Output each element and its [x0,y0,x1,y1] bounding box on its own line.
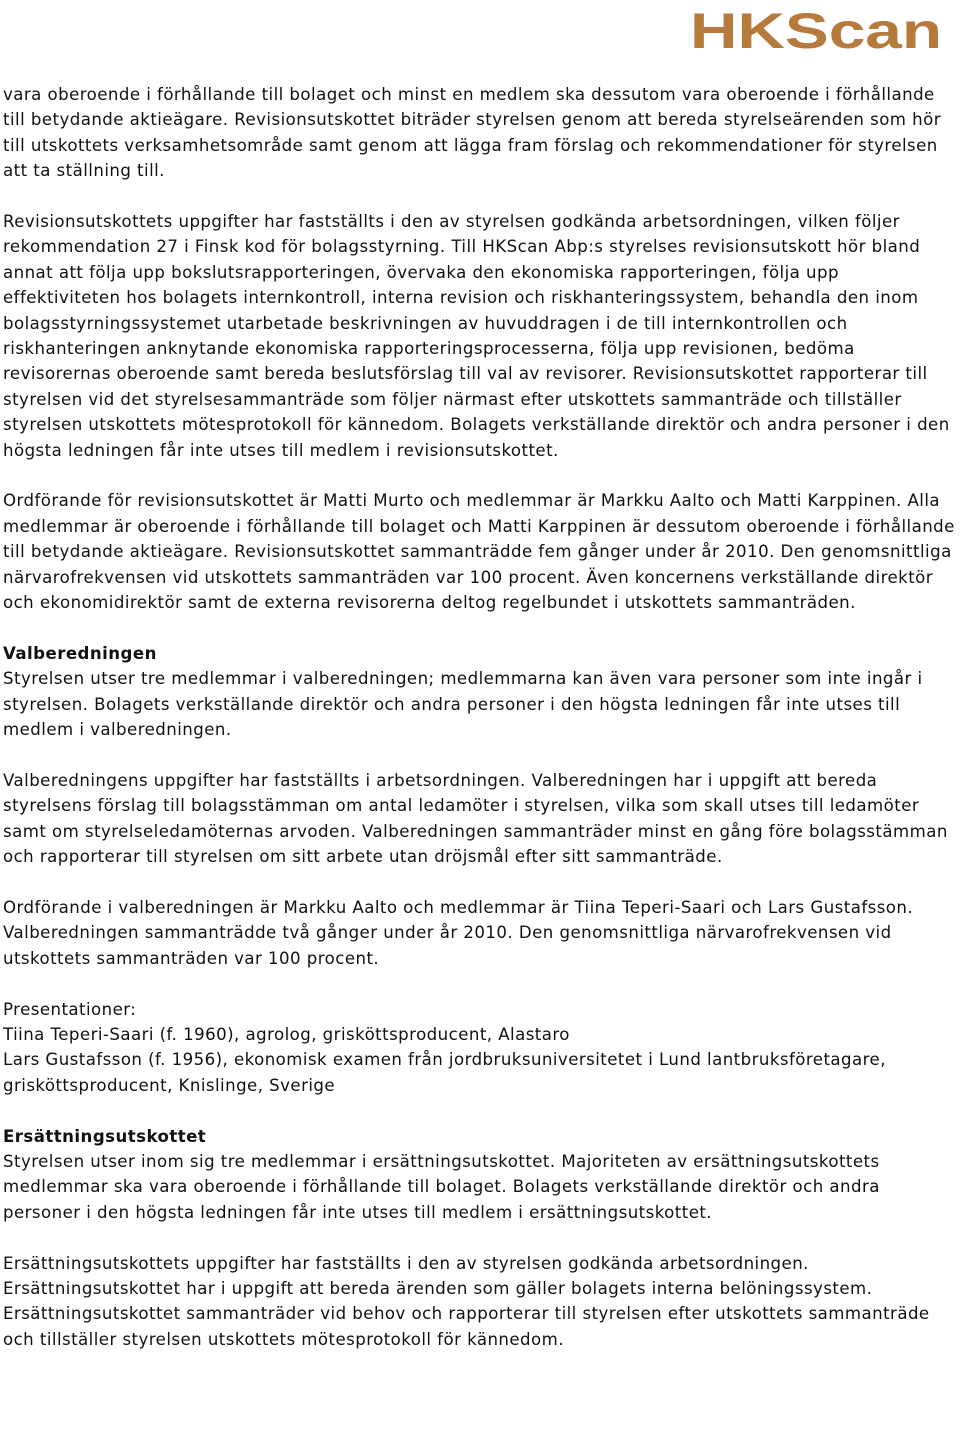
hkscan-logo [684,4,948,58]
presentation-gustafsson: Lars Gustafsson (f. 1956), ekonomisk examen från jordbruksuniversitetet i Lund lantbruksföretagare, grisköttsproducent, Knislinge, Sverige [3,1050,886,1095]
presentationer-label: Presentationer: [3,999,137,1019]
presentation-teperi-saari: Tiina Teperi-Saari (f. 1960), agrolog, grisköttsproducent, Alastaro [3,1024,570,1044]
section-ersattningsutskottet [3,1124,957,1226]
ersattningsutskottet-uppgifter-line: Ersättningsutskottets uppgifter har fastställts i den av styrelsen godkända arbetsordningen. [3,1253,809,1273]
hkscan-logo-text: HKScan [690,4,942,58]
paragraph-valberedningen-intro: Styrelsen utser tre medlemmar i valberedningen; medlemmarna kan även vara personer som inte ingår i styrelsen. Bolagets verkställande direktör och andra personer i den högsta ledningen får inte utses till medlem i valberedningen. [3,669,923,740]
paragraph-revisionsutskott-uppgifter: Revisionsutskottets uppgifter har fastställts i den av styrelsen godkända arbetsordningen, vilken följer rekommendation 27 i Finsk kod för bolagsstyrning. Till HKScan Abp:s styrelses revisionsutskott hör bland annat att följa upp bokslutsrapporteringen, övervaka den ekonomiska rapporteringen, följa upp effektiviteten hos bolagets internkontroll, interna revision och riskhanteringssystem, behandla den inom bolagsstyrningssystemet utarbetade beskrivningen av huvuddragen i de till internkontrollen och riskhanteringen anknytande ekonomiska rapporteringsprocesserna, följa upp revisionen, bedöma revisorernas oberoende samt bereda beslutsförslag till val av revisorer. Revisionsutskottet rapporterar till styrelsen vid det styrelsesammanträde som följer närmast efter utskottets sammanträde och tillställer styrelsen utskottets mötesprotokoll för kännedom. Bolagets verkställande direktör och andra personer i den högsta ledningen får inte utses till medlem i revisionsutskottet. [3,212,950,460]
paragraph-ersattningsutskottet-intro: Styrelsen utser inom sig tre medlemmar i ersättningsutskottet. Majoriteten av ersättningsutskottets medlemmar ska vara oberoende i förhållande till bolaget. Bolagets verkställande direktör och andra personer i den högsta ledningen får inte utses till medlem i ersättningsutskottet. [3,1151,880,1222]
paragraph-valberedningen-uppgifter: Valberedningens uppgifter har fastställts i arbetsordningen. Valberedningen har i uppgift att bereda styrelsens förslag till bolagsstämman om antal ledamöter i styrelsen, vilka som skall utses till ledamöter samt om styrelseledamöternas arvoden. Valberedningen sammanträder minst en gång före bolagsstämman och rapporterar till styrelsen om sitt arbete utan dröjsmål efter sitt sammanträde. [3,770,948,867]
document-body [3,82,957,1352]
hkscan-logo-graphic [684,4,948,58]
paragraph-valberedningen-medlemmar: Ordförande i valberedningen är Markku Aalto och medlemmar är Tiina Teperi-Saari och Lars Gustafsson. Valberedningen sammanträdde två gånger under år 2010. Den genomsnittliga närvarofrekvensen vid utskottets sammanträden var 100 procent. [3,897,914,968]
paragraph-revisionsutskott-intro: vara oberoende i förhållande till bolaget och minst en medlem ska dessutom vara oberoende i förhållande till betydande aktieägare. Revisionsutskottet biträder styrelsen genom att bereda styrelseärenden som hör till utskottets verksamhetsområde samt genom att lägga fram förslag och rekommendationer för styrelsen att ta ställning till. [3,85,941,181]
section-valberedningen [3,641,957,743]
paragraph-ersattningsutskottet-uppgifter [3,1251,957,1353]
paragraph-revisionsutskott-medlemmar: Ordförande för revisionsutskottet är Matti Murto och medlemmar är Markku Aalto och Matti Karppinen. Alla medlemmar är oberoende i förhållande till bolaget och Matti Karppinen är dessutom oberoende i förhållande till betydande aktieägare. Revisionsutskottet sammanträdde fem gånger under år 2010. Den genomsnittliga närvarofrekvensen vid utskottets sammanträden var 100 procent. Även koncernens verkställande direktör och ekonomidirektör samt de externa revisorerna deltog regelbundet i utskottets sammanträden. [3,491,955,613]
section-presentationer [3,997,957,1099]
ersattningsutskottet-uppgift-text: Ersättningsutskottet har i uppgift att bereda ärenden som gäller bolagets interna belöningssystem. Ersättningsutskottet sammanträder vid behov och rapporterar till styrelsen efter utskottets sammanträde och tillställer styrelsen utskottets mötesprotokoll för kännedom. [3,1278,930,1349]
heading-ersattningsutskottet: Ersättningsutskottet [3,1126,207,1146]
heading-valberedningen: Valberedningen [3,643,157,663]
